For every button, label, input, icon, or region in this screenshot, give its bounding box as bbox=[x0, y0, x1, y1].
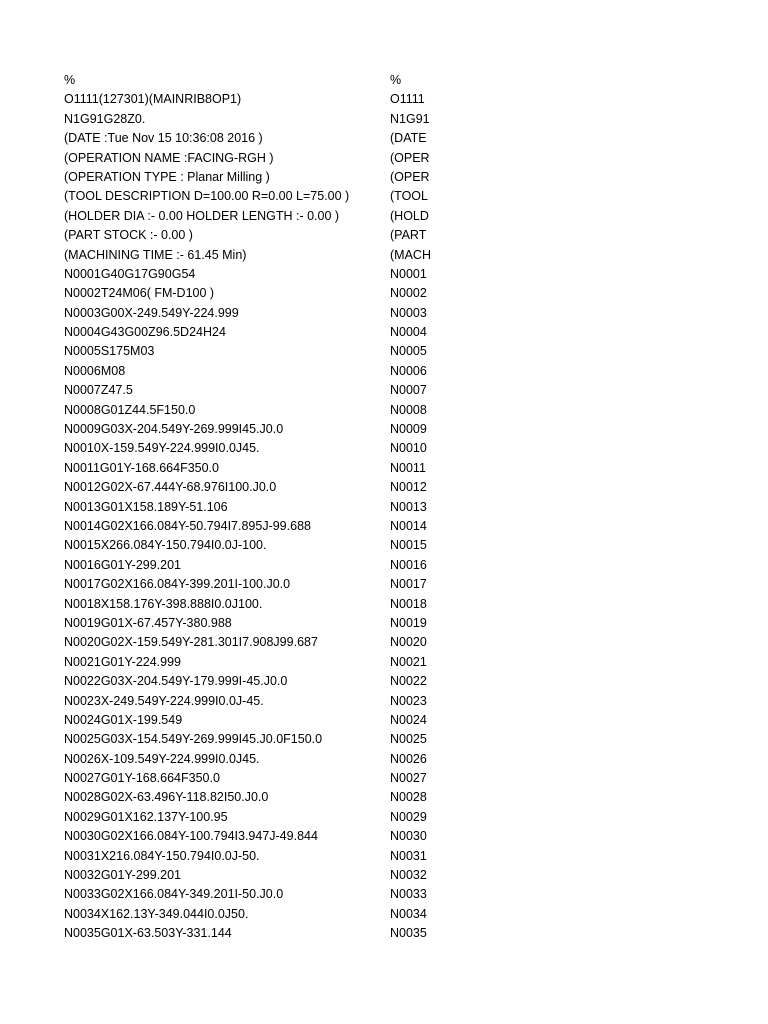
nc-code-truncated-line: O1111 bbox=[390, 92, 425, 107]
nc-code-truncated-line: N0001 bbox=[390, 266, 427, 281]
nc-code-line: N0032G01Y-299.201 bbox=[64, 868, 181, 883]
nc-code-truncated-line: N0016 bbox=[390, 557, 427, 572]
nc-code-truncated-line: N0015 bbox=[390, 538, 427, 553]
nc-code-line: N0027G01Y-168.664F350.0 bbox=[64, 771, 220, 786]
nc-code-truncated-line: N0004 bbox=[390, 325, 427, 340]
nc-code-line: N0010X-159.549Y-224.999I0.0J45. bbox=[64, 441, 260, 456]
nc-code-truncated-line: N0035 bbox=[390, 926, 427, 941]
nc-code-line: N0016G01Y-299.201 bbox=[64, 557, 181, 572]
nc-code-truncated-line: N0017 bbox=[390, 577, 427, 592]
nc-code-truncated-line: N0022 bbox=[390, 674, 427, 689]
nc-code-truncated-line: N0026 bbox=[390, 751, 427, 766]
nc-code-truncated-line: N0024 bbox=[390, 712, 427, 727]
nc-code-line: N0003G00X-249.549Y-224.999 bbox=[64, 305, 239, 320]
nc-code-truncated-line: N0012 bbox=[390, 480, 427, 495]
nc-code-truncated-line: N0010 bbox=[390, 441, 427, 456]
nc-code-line: O1111(127301)(MAINRIB8OP1) bbox=[64, 92, 242, 107]
nc-program-full-column bbox=[64, 71, 384, 944]
nc-code-line: N0002T24M06( FM-D100 ) bbox=[64, 286, 215, 301]
nc-code-line: % bbox=[64, 73, 76, 87]
nc-code-line: (MACHINING TIME :- 61.45 Min) bbox=[64, 247, 247, 262]
nc-code-truncated-line: N0027 bbox=[390, 771, 427, 786]
nc-code-line: N0008G01Z44.5F150.0 bbox=[64, 402, 196, 417]
nc-code-truncated-line: (OPER bbox=[390, 169, 430, 184]
nc-code-line: N0014G02X166.084Y-50.794I7.895J-99.688 bbox=[64, 518, 311, 533]
nc-code-truncated-line: (DATE bbox=[390, 131, 427, 146]
nc-code-line: N0025G03X-154.549Y-269.999I45.J0.0F150.0 bbox=[64, 732, 323, 747]
nc-code-line: N0029G01X162.137Y-100.95 bbox=[64, 809, 228, 824]
nc-code-truncated-line: N0011 bbox=[390, 460, 426, 475]
nc-code-truncated-line: N0003 bbox=[390, 305, 427, 320]
nc-code-line: N0019G01X-67.457Y-380.988 bbox=[64, 615, 232, 630]
nc-code-line: N0007Z47.5 bbox=[64, 383, 133, 398]
nc-code-truncated-line: N0032 bbox=[390, 868, 427, 883]
nc-code-line: N0009G03X-204.549Y-269.999I45.J0.0 bbox=[64, 422, 284, 437]
nc-code-truncated-line: N0002 bbox=[390, 286, 427, 301]
nc-code-truncated-line: N0029 bbox=[390, 809, 427, 824]
nc-code-truncated-line: N0033 bbox=[390, 887, 427, 902]
nc-code-truncated-line: N0007 bbox=[390, 383, 427, 398]
nc-code-truncated-line: N0025 bbox=[390, 732, 427, 747]
nc-code-line: (PART STOCK :- 0.00 ) bbox=[64, 228, 193, 243]
nc-code-line: (OPERATION TYPE : Planar Milling ) bbox=[64, 169, 270, 184]
nc-code-truncated-line: N0034 bbox=[390, 906, 427, 921]
nc-code-line: (OPERATION NAME :FACING-RGH ) bbox=[64, 150, 274, 165]
nc-code-line: (HOLDER DIA :- 0.00 HOLDER LENGTH :- 0.00 ) bbox=[64, 208, 340, 223]
nc-code-truncated-line: N0013 bbox=[390, 499, 427, 514]
nc-code-truncated-line: N0030 bbox=[390, 829, 427, 844]
nc-code-line: N0011G01Y-168.664F350.0 bbox=[64, 460, 219, 475]
nc-code-line: N0005S175M03 bbox=[64, 344, 155, 359]
nc-code-truncated-line: N0006 bbox=[390, 363, 427, 378]
nc-code-truncated-line: N0031 bbox=[390, 848, 427, 863]
nc-code-truncated-line: N0018 bbox=[390, 596, 427, 611]
nc-code-line: N0028G02X-63.496Y-118.82I50.J0.0 bbox=[64, 790, 269, 805]
nc-code-line: N0012G02X-67.444Y-68.976I100.J0.0 bbox=[64, 480, 277, 495]
nc-code-truncated-line: (PART bbox=[390, 228, 427, 243]
nc-code-line: N0015X266.084Y-150.794I0.0J-100. bbox=[64, 538, 267, 553]
nc-code-truncated-line: N0008 bbox=[390, 402, 427, 417]
nc-code-truncated-line: N0019 bbox=[390, 615, 427, 630]
nc-code-truncated-line: (MACH bbox=[390, 247, 431, 262]
nc-code-truncated-line: (TOOL bbox=[390, 189, 428, 204]
nc-code-line: N0006M08 bbox=[64, 363, 126, 378]
nc-code-line: N0030G02X166.084Y-100.794I3.947J-49.844 bbox=[64, 829, 318, 844]
nc-code-line: N0023X-249.549Y-224.999I0.0J-45. bbox=[64, 693, 264, 708]
nc-code-line: N0021G01Y-224.999 bbox=[64, 654, 181, 669]
nc-code-truncated-line: N0023 bbox=[390, 693, 427, 708]
nc-code-truncated-line: N0020 bbox=[390, 635, 427, 650]
nc-code-truncated-line: (OPER bbox=[390, 150, 430, 165]
nc-code-line: N0013G01X158.189Y-51.106 bbox=[64, 499, 228, 514]
nc-code-truncated-line: N1G91 bbox=[390, 111, 430, 126]
nc-code-truncated-line: (HOLD bbox=[390, 208, 429, 223]
nc-code-line: N0020G02X-159.549Y-281.301I7.908J99.687 bbox=[64, 635, 318, 650]
nc-code-truncated-line: N0005 bbox=[390, 344, 427, 359]
nc-code-truncated-line: % bbox=[390, 73, 402, 87]
nc-code-line: N0033G02X166.084Y-349.201I-50.J0.0 bbox=[64, 887, 284, 902]
nc-code-truncated-line: N0028 bbox=[390, 790, 427, 805]
nc-code-line: N1G91G28Z0. bbox=[64, 111, 146, 126]
nc-code-line: (TOOL DESCRIPTION D=100.00 R=0.00 L=75.00 ) bbox=[64, 189, 350, 204]
nc-code-line: N0018X158.176Y-398.888I0.0J100. bbox=[64, 596, 263, 611]
nc-code-truncated-line: N0014 bbox=[390, 518, 427, 533]
nc-code-line: N0034X162.13Y-349.044I0.0J50. bbox=[64, 906, 249, 921]
nc-code-line: N0026X-109.549Y-224.999I0.0J45. bbox=[64, 751, 260, 766]
nc-code-line: N0004G43G00Z96.5D24H24 bbox=[64, 325, 226, 340]
nc-code-truncated-line: N0021 bbox=[390, 654, 427, 669]
nc-code-line: (DATE :Tue Nov 15 10:36:08 2016 ) bbox=[64, 131, 263, 146]
nc-code-line: N0022G03X-204.549Y-179.999I-45.J0.0 bbox=[64, 674, 288, 689]
nc-code-line: N0031X216.084Y-150.794I0.0J-50. bbox=[64, 848, 260, 863]
nc-code-truncated-line: N0009 bbox=[390, 422, 427, 437]
nc-code-line: N0001G40G17G90G54 bbox=[64, 266, 196, 281]
nc-code-line: N0017G02X166.084Y-399.201I-100.J0.0 bbox=[64, 577, 291, 592]
nc-program-truncated-column bbox=[390, 71, 510, 944]
nc-code-line: N0035G01X-63.503Y-331.144 bbox=[64, 926, 232, 941]
nc-code-line: N0024G01X-199.549 bbox=[64, 712, 183, 727]
